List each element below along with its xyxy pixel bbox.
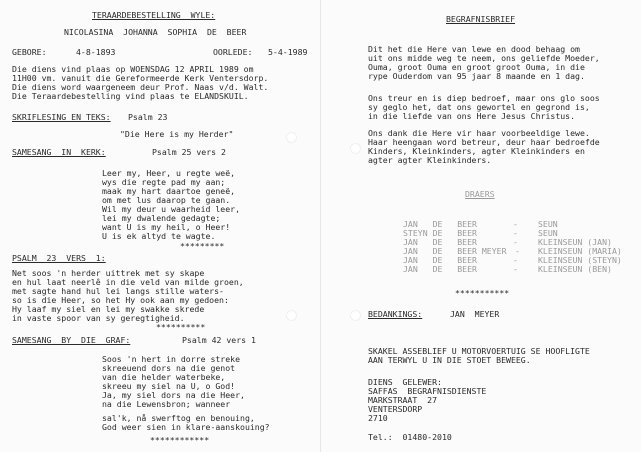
bearer-dash: - [515,246,520,256]
undertaker-line: SAFFAS BEGRAFNISDIENSTE [368,386,487,396]
bearer-relation: SEUN [538,219,558,229]
scripture-value: Psalm 23 [128,112,168,122]
bearer-name: JAN DE BEER [403,237,477,247]
para3-line: agter agter Kleinkinders. [368,155,492,165]
psalm-line: so is die Heer, so het Hy ook aan my gedoen: [12,295,229,305]
left-title: TERAARDEBESTELLING WYLE: [92,10,216,20]
psalm-line: met sagte hand hul lei langs stille waters- [12,286,224,296]
para3-line: Kinders, Kleinkinders, agter Kleinkinders en [368,146,585,156]
song1-line: U is ek altyd te wagte. [102,231,216,241]
para1-line: Dit het die Here van lewe en dood behaag om [368,44,580,54]
bearer-relation: SEUN [538,228,558,238]
song2-value: Psalm 42 vers 1 [182,335,256,345]
bearer-name: JAN DE BEER MEYER [403,246,507,256]
telephone: Tel.: 01480-2010 [368,432,452,442]
scripture-heading: SKRIFLESING EN TEKS: [12,112,111,122]
song2-line: van die helder waterbeke, [102,372,226,382]
song1-line: want U is my heil, o Heer! [102,222,231,232]
song1-value: Psalm 25 vers 2 [152,147,226,157]
deceased-name: NICOLASINA JOHANNA SOPHIA DE BEER [64,27,247,37]
undertaker-line: 2710 [368,413,388,423]
song1-line: lei my dwalende gedagte; [102,213,221,223]
song2-line: na die Lewensbron; wanneer [102,399,231,409]
punch-hole-right [351,144,360,153]
para3-line: Haar heengaan word betreur, deur haar bedroefde [368,137,600,147]
punch-hole-left [287,133,296,142]
psalm-line: in vaste spoor van sy geregtigheid. [12,313,185,323]
died-date: 5-4-1989 [268,47,308,57]
para1-line: uit ons midde weg te neem, ons geliefde Moeder, [368,53,600,63]
song1-line: wys die regte pad my aan; [102,177,226,187]
bearer-relation: KLEINSEUN (STEYN) [538,255,622,265]
bearer-dash: - [513,264,518,274]
song1-heading: SAMESANG IN KERK: [12,147,106,157]
song2-line: sal'k, nå swerftog en benouing, [102,413,255,423]
notice-line: AAN TERWYL U IN DIE STOET BEWEEG. [368,355,531,365]
stars-divider: ************ [150,435,210,445]
undertaker-line: VENTERSDORP [368,404,423,414]
bearer-relation: KLEINSEUN (BEN) [538,264,612,274]
para3-line: Ons dank die Here vir haar voorbeeldige lewe. [368,128,590,138]
psalm-line: Net soos 'n herder uittrek met sy skape [12,268,205,278]
para2-line: Ons treur en is diep bedroef, maar ons glo soos [368,93,600,103]
punch-hole-right-lower [351,311,360,320]
thanks-label: BEDANKINGS: [368,309,423,319]
bearers-heading: DRAERS [465,189,495,199]
born-date: 4-8-1893 [76,47,116,57]
born-label: GEBORE: [12,47,47,57]
stars-divider: ********* [180,241,225,251]
song1-line: Wil my deur u waarheid leer, [102,204,241,214]
bearer-dash: - [513,219,518,229]
psalm-heading: PSALM 23 VERS 1: [12,253,106,263]
para1-line: Ouma, groot Ouma en groot groot Ouma, in die [368,62,585,72]
died-label: OORLEDE: [213,47,253,57]
notice-line: SKAKEL ASSEBLIEF U MOTORVOERTUIG SE HOOFLIGTE [368,346,590,356]
intro-line: Die diens word waargeneem deur Prof. Naas v/d. Walt. [12,82,269,92]
bearer-name: JAN DE BEER [403,255,477,265]
bearer-name: JAN DE BEER [403,264,477,274]
bearer-dash: - [513,237,518,247]
bearer-name: JAN DE BEER [403,219,477,229]
para1-line: rype Ouderdom van 95 jaar 8 maande en 1 dag. [368,71,585,81]
intro-line: Die Teraardebestelling vind plaas te ELANDSKUIL. [12,91,249,101]
para2-line: sy geglo het, dat ons gewortel en gegrond is, [368,102,590,112]
fold-line [320,0,321,452]
bearer-relation: KLEINSEUN (MARIA) [538,246,622,256]
song1-line: om met lus daarop te gaan. [102,195,231,205]
song2-line: God weer sien in klare-aanskouing? [102,422,270,432]
bearer-dash: - [513,255,518,265]
right-title: BEGRAFNISBRIEF [446,14,516,24]
song1-line: maak my hart daartoe geneë, [102,186,236,196]
undertaker-label: DIENS GELEWER: [368,377,442,387]
undertaker-line: MARKSTRAAT 27 [368,395,438,405]
psalm-line: Hy laaf my siel en lei my swakke skrede [12,304,205,314]
scripture-quote: "Die Here is my Herder" [120,129,234,139]
intro-line: Die diens vind plaas op WOENSDAG 12 APRIL 1989 om [12,64,254,74]
stars-divider: ********** [156,322,206,332]
psalm-line: en hul laat neerlê in die veld van milde groen, [12,277,244,287]
bearer-dash: - [513,228,518,238]
song1-line: Leer my, Heer, u regte weë, [102,168,236,178]
song2-line: skreeu my siel na U, o God! [102,381,236,391]
stars-divider: *********** [455,288,510,298]
song2-line: skreeuend dors na die genot [102,363,236,373]
bearer-relation: KLEINSEUN (JAN) [538,237,612,247]
song2-line: Ja, my siel dors na die Heer, [102,390,245,400]
song2-line: Soos 'n hert in dorre streke [102,354,241,364]
punch-hole-left-lower [287,311,296,320]
thanks-value: JAN MEYER [450,309,500,319]
intro-line: 11H00 vm. vanuit die Gereformeerde Kerk Ventersdorp. [12,73,269,83]
para2-line: in die liefde van ons Here Jesus Christus. [368,111,576,121]
song2-heading: SAMESANG BY DIE GRAF: [12,335,131,345]
bearer-name: STEYN DE BEER [403,228,477,238]
